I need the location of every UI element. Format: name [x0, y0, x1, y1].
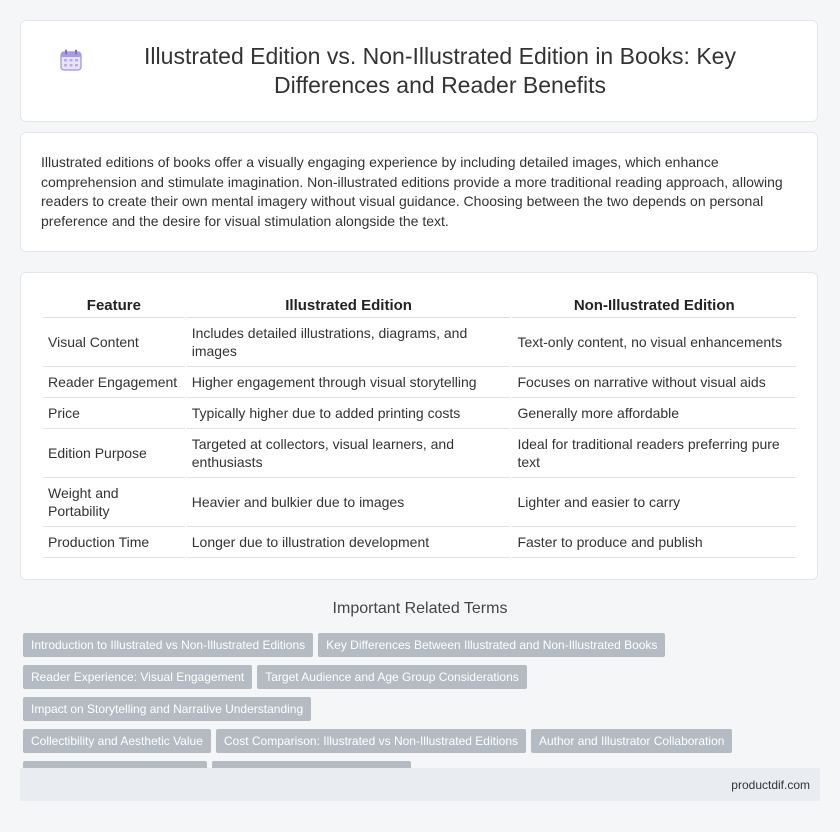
related-term-tag[interactable]: Reader Experience: Visual Engagement — [23, 665, 252, 689]
table-cell: Price — [43, 398, 185, 429]
table-row — [43, 367, 796, 398]
comparison-card — [20, 272, 818, 580]
related-term-tag[interactable]: Impact on Storytelling and Narrative Understanding — [23, 697, 311, 721]
table-cell: Generally more affordable — [512, 398, 796, 429]
table-cell: Visual Content — [43, 318, 185, 367]
table-cell: Ideal for traditional readers preferring pure text — [512, 429, 796, 478]
header-card — [20, 20, 818, 122]
intro-paragraph: Illustrated editions of books offer a visually engaging experience by including detailed images, which enhance comprehension and stimulate imagination. Non-illustrated editions provide a more traditional reading approach, allowing readers to create their own mental imagery without visual guidance. Choosing between the two depends on personal preference and the desire for visual stimulation alongside the text. — [41, 154, 783, 229]
table-cell: Reader Engagement — [43, 367, 185, 398]
table-cell: Text-only content, no visual enhancements — [512, 318, 796, 367]
table-cell: Typically higher due to added printing costs — [187, 398, 511, 429]
header-illustrated: Illustrated Edition — [187, 295, 511, 318]
table-cell: Targeted at collectors, visual learners, and enthusiasts — [187, 429, 511, 478]
header-feature: Feature — [43, 295, 185, 318]
page-title: Illustrated Edition vs. Non-Illustrated Edition in Books: Key Differences and Reader Benefits — [144, 43, 736, 98]
table-cell: Faster to produce and publish — [512, 527, 796, 558]
table-row — [43, 527, 796, 558]
related-term-tag[interactable]: Cost Comparison: Illustrated vs Non-Illustrated Editions — [216, 729, 526, 753]
table-cell: Heavier and bulkier due to images — [187, 478, 511, 527]
table-cell: Lighter and easier to carry — [512, 478, 796, 527]
table-cell: Weight and Portability — [43, 478, 185, 527]
table-cell: Longer due to illustration development — [187, 527, 511, 558]
related-term-tag[interactable]: Key Differences Between Illustrated and Non-Illustrated Books — [318, 633, 665, 657]
table-row — [43, 318, 796, 367]
related-term-tag[interactable]: Author and Illustrator Collaboration — [531, 729, 732, 753]
related-terms-title: Important Related Terms — [332, 600, 508, 617]
related-term-tag[interactable]: Introduction to Illustrated vs Non-Illustrated Editions — [23, 633, 313, 657]
header-non-illustrated: Non-Illustrated Edition — [512, 295, 796, 318]
footer-site-link[interactable]: productdif.com — [731, 777, 810, 792]
table-row — [43, 429, 796, 478]
comparison-table — [41, 295, 798, 558]
table-cell: Higher engagement through visual storytelling — [187, 367, 511, 398]
table-row — [43, 398, 796, 429]
table-cell: Production Time — [43, 527, 185, 558]
footer-bar — [20, 768, 820, 801]
related-term-tag[interactable]: Target Audience and Age Group Considerations — [257, 665, 527, 689]
calendar-icon — [59, 48, 83, 72]
intro-card — [20, 132, 818, 252]
table-cell: Edition Purpose — [43, 429, 185, 478]
table-cell: Includes detailed illustrations, diagrams, and images — [187, 318, 511, 367]
table-row — [43, 478, 796, 527]
table-cell: Focuses on narrative without visual aids — [512, 367, 796, 398]
related-term-tag[interactable]: Collectibility and Aesthetic Value — [23, 729, 211, 753]
table-header-row — [43, 295, 796, 318]
